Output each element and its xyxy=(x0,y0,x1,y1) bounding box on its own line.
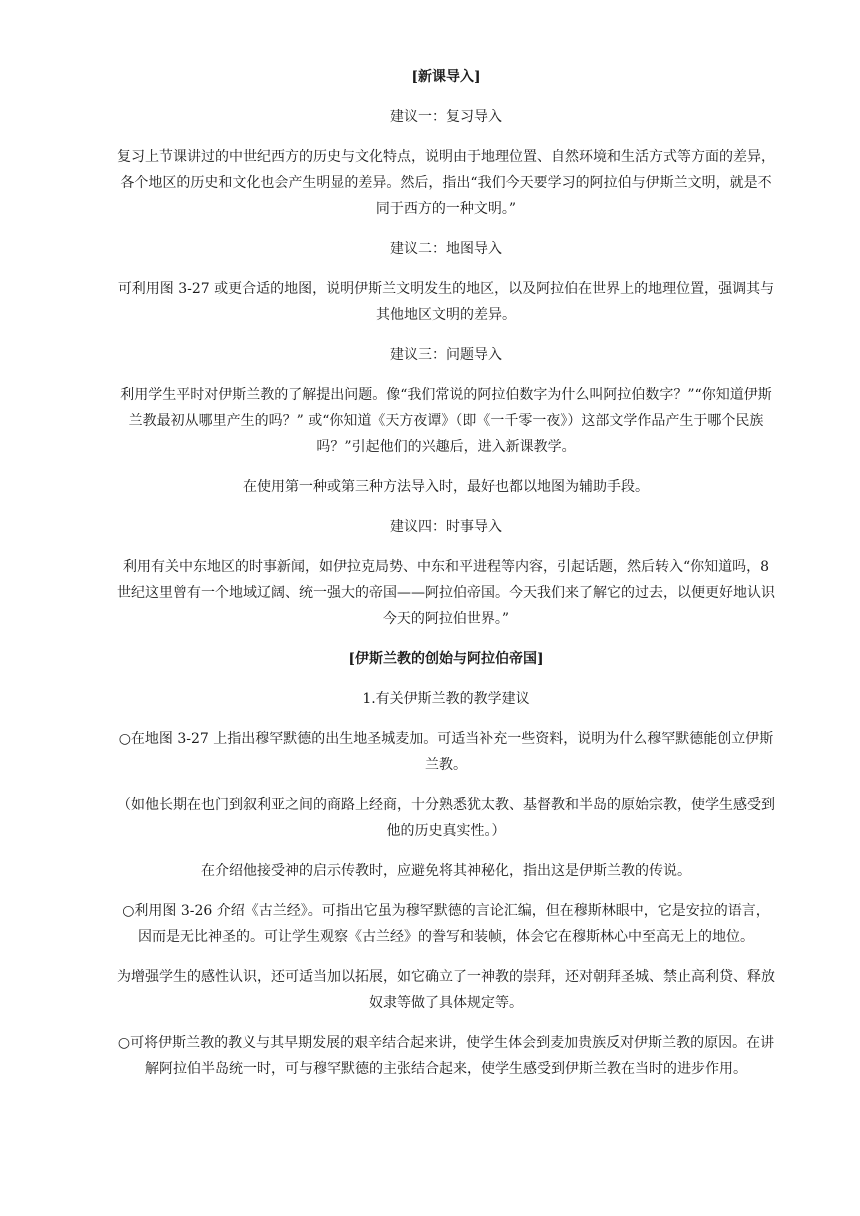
suggestion-2-body: 可利用图 3-27 或更合适的地图，说明伊斯兰文明发生的地区，以及阿拉伯在世界上的地理位置，强调其与其他地区文明的差异。 xyxy=(117,281,775,323)
islam-subtitle: 1.有关伊斯兰教的教学建议 xyxy=(362,691,530,707)
suggestion-3-title: 建议三：问题导入 xyxy=(390,347,502,363)
section-heading-islam: [伊斯兰教的创始与阿拉伯帝国] xyxy=(348,651,544,667)
islam-paragraph-3: 在介绍他接受神的启示传教时，应避免将其神秘化，指出这是伊斯兰教的传说。 xyxy=(201,863,691,879)
islam-paragraph-4: ○利用图 3-26 介绍《古兰经》。可指出它虽为穆罕默德的言论汇编，但在穆斯林眼中，它是安拉的语言，因而是无比神圣的。可让学生观察《古兰经》的誊写和装帧，体会它在穆斯林心中至高无上的地位。 xyxy=(122,903,770,945)
suggestion-1-title: 建议一：复习导入 xyxy=(390,109,502,125)
islam-paragraph-1: ○在地图 3-27 上指出穆罕默德的出生地圣城麦加。可适当补充一些资料，说明为什么穆罕默德能创立伊斯兰教。 xyxy=(118,731,774,773)
suggestion-1-body: 复习上节课讲过的中世纪西方的历史与文化特点，说明由于地理位置、自然环境和生活方式等方面的差异，各个地区的历史和文化也会产生明显的差异。然后，指出“我们今天要学习的阿拉伯与伊斯兰文明，就是不同于西方的一种文明。” xyxy=(117,149,775,217)
islam-paragraph-6: ○可将伊斯兰教的教义与其早期发展的艰辛结合起来讲，使学生体会到麦加贵族反对伊斯兰教的原因。在讲解阿拉伯半岛统一时，可与穆罕默德的主张结合起来，使学生感受到伊斯兰教在当时的进步作用。 xyxy=(117,1035,775,1077)
document-page xyxy=(116,64,776,1096)
suggestion-3-note: 在使用第一种或第三种方法导入时，最好也都以地图为辅助手段。 xyxy=(243,479,649,495)
suggestion-3-body: 利用学生平时对伊斯兰教的了解提出问题。像“我们常说的阿拉伯数字为什么叫阿拉伯数字？”“你知道伊斯兰教最初从哪里产生的吗？” 或“你知道《天方夜谭》（即《一千零一夜》）这部文学作品产生于哪个民族吗？”引起他们的兴趣后，进入新课教学。 xyxy=(120,387,772,455)
suggestion-2-title: 建议二：地图导入 xyxy=(390,241,502,257)
suggestion-4-title: 建议四：时事导入 xyxy=(390,519,502,535)
suggestion-4-body: 利用有关中东地区的时事新闻，如伊拉克局势、中东和平进程等内容，引起话题，然后转入“你知道吗，8 世纪这里曾有一个地域辽阔、统一强大的帝国——阿拉伯帝国。今天我们来了解它的过去，以便更好地认识今天的阿拉伯世界。” xyxy=(117,559,775,627)
islam-paragraph-5: 为增强学生的感性认识，还可适当加以拓展，如它确立了一神教的崇拜，还对朝拜圣城、禁止高利贷、释放奴隶等做了具体规定等。 xyxy=(117,969,775,1011)
islam-paragraph-2: （如他长期在也门到叙利亚之间的商路上经商，十分熟悉犹太教、基督教和半岛的原始宗教，使学生感受到他的历史真实性。） xyxy=(117,797,775,839)
section-heading-new-lesson: [新课导入] xyxy=(411,69,481,85)
